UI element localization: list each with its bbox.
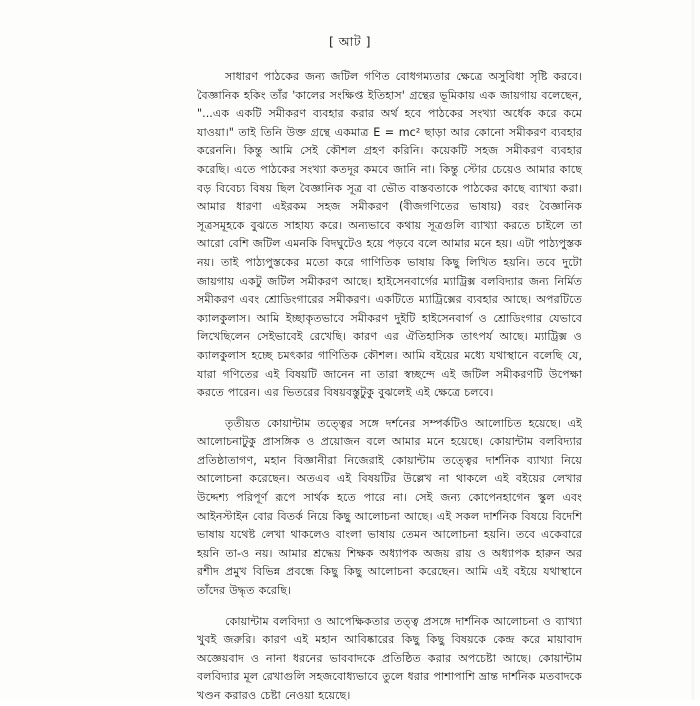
paragraph-2: তৃতীয়ত কোয়ান্টাম তত্ত্বের সঙ্গে দর্শনের সম্পর্কটিও আলোচিত হয়েছে। এই আলোচনাটুকু প্রাসঙ্গিক ও প্রয়োজন বলে আমার মনে হয়েছে। কোয়ান্টাম বলবিদ্যার প্রতিষ্ঠাতাগণ, মহান বিজ্ঞানীরা নিজেরাই কোয়ান্টাম তত্ত্বের দার্শনিক ব্যাখ্যা নিয়ে আলোচনা করেছেন। অতএব এই বিষয়টির উল্লেখ না থাকলে এই বইয়ের লেখার উদ্দেশ্য পরিপূর্ণ রূপে সার্থক হতে পারে না। সেই জন্য কোপেনহাগেন স্কুল এবং আইনস্টাইন বোর বিতর্ক নিয়ে কিছু আলোচনা আছে। এই সকল দার্শনিক বিষয়ে বিদেশি ভাষায় যথেষ্ট লেখা থাকলেও বাংলা ভাষায় তেমন আলোচনা হয়নি। তবে একেবারে হয়নি তা-ও নয়। আমার শ্রদ্ধেয় শিক্ষক অধ্যাপক অজয় রায় ও অধ্যাপক হারুন অর রশীদ প্রমুখ বিভিন্ন প্রবন্ধে কিছু কিছু আলোচনা করেছেন। আমি এই বইয়ে যথাস্থানে তাঁদের উদ্ধৃত করেছি। xyxy=(197,416,582,598)
text-block xyxy=(197,68,582,706)
page-edge-shadow xyxy=(690,0,694,700)
page-number: [ আট ] xyxy=(328,34,372,49)
paragraph-1: সাধারণ পাঠকের জন্য জটিল গণিত বোধগম্যতার ক্ষেত্রে অসুবিধা সৃষ্টি করবে। বৈজ্ঞানিক হকিং তাঁর 'কালের সংক্ষিপ্ত ইতিহাস' গ্রন্থের ভূমিকায় এক জায়গায় বলেছেন, "...এক একটি সমীকরণ ব্যবহার করার অর্থ হবে পাঠকের সংখ্যা অর্ধেক করে কমে যাওয়া।" তাই তিনি উক্ত গ্রন্থে একমাত্র E = mc² ছাড়া আর কোনো সমীকরণ ব্যবহার করেননি। কিন্তু আমি সেই কৌশল গ্রহণ করিনি। কয়েকটি সহজ সমীকরণ ব্যবহার করেছি। এতে পাঠকের সংখ্যা কতদূর কমবে জানি না। কিন্তু স্টোর চেয়েও আমার কাছে বড় বিবেচ্য বিষয় ছিল বৈজ্ঞানিক সূত্র বা ভৌত বাস্তবতাকে পাঠকের কাছে ব্যাখ্যা করা। আমার ধারণা এইরকম সহজ সমীকরণ (বীজগণিতের ভাষায়) বরং বৈজ্ঞানিক সূত্রসমূহকে বুঝতে সাহায্য করে। অন্যভাবে কথায় সূত্রগুলি ব্যাখ্যা করতে চাইলে তা আরো বেশি জটিল এমনকি বিদঘুটেও হয়ে পড়বে বলে আমার মনে হয়। এটা পাঠ্যপুস্তক নয়। তাই পাঠ্যপুস্তকের মতো করে গাণিতিক ভাষায় কিছু লিখিত হয়নি। তবে দুটো জায়গায় একটু জটিল সমীকরণ আছে। হাইসেনবার্গের ম্যাট্রিক্স বলবিদ্যার জন্য নির্মিত সমীকরণ এবং শ্রোডিংগারের সমীকরণ। একটিতে ম্যাট্রিক্সের ব্যবহার আছে। অপরটিতে ক্যালকুলাস। আমি ইচ্ছাকৃতভাবে সমীকরণ দুইটি হাইসেনবার্গ ও শ্রোডিংগার যেভাবে লিখেছিলেন সেইভাবেই রেখেছি। কারণ এর ঐতিহাসিক তাৎপর্য আছে। ম্যাট্রিক্স ও ক্যালকুলাস হচ্ছে চমৎকার গাণিতিক কৌশল। আমি বইয়ের মধ্যে যথাস্থানে বলেছি যে, যারা গণিতের এই বিষয়টি জানেন না তারা স্বচ্ছন্দে এই জটিল সমীকরণটি উপেক্ষা করতে পারেন। এর ভিতরের বিষয়বস্তুটুকু বুঝলেই এই ক্ষেত্রে চলবে। xyxy=(197,70,582,400)
paragraph-3: কোয়ান্টাম বলবিদ্যা ও আপেক্ষিকতার তত্ত্ব প্রসঙ্গে দার্শনিক আলোচনা ও ব্যাখ্যা খুবই জরুরি। কারণ এই মহান আবিষ্কারের কিছু কিছু বিষয়কে কেন্দ্র করে মায়াবাদ অজ্ঞেয়বাদ ও নানা ধরনের ভাববাদকে প্রতিষ্ঠিত করার অপচেষ্টা আছে। কোয়ান্টাম বলবিদ্যার মূল রেখাগুলি সহজবোধ্যভাবে তুলে ধরার পাশাপাশি ভ্রান্ত দার্শনিক মতবাদকে খণ্ডন করারও চেষ্টা নেওয়া হয়েছে। xyxy=(197,614,582,702)
